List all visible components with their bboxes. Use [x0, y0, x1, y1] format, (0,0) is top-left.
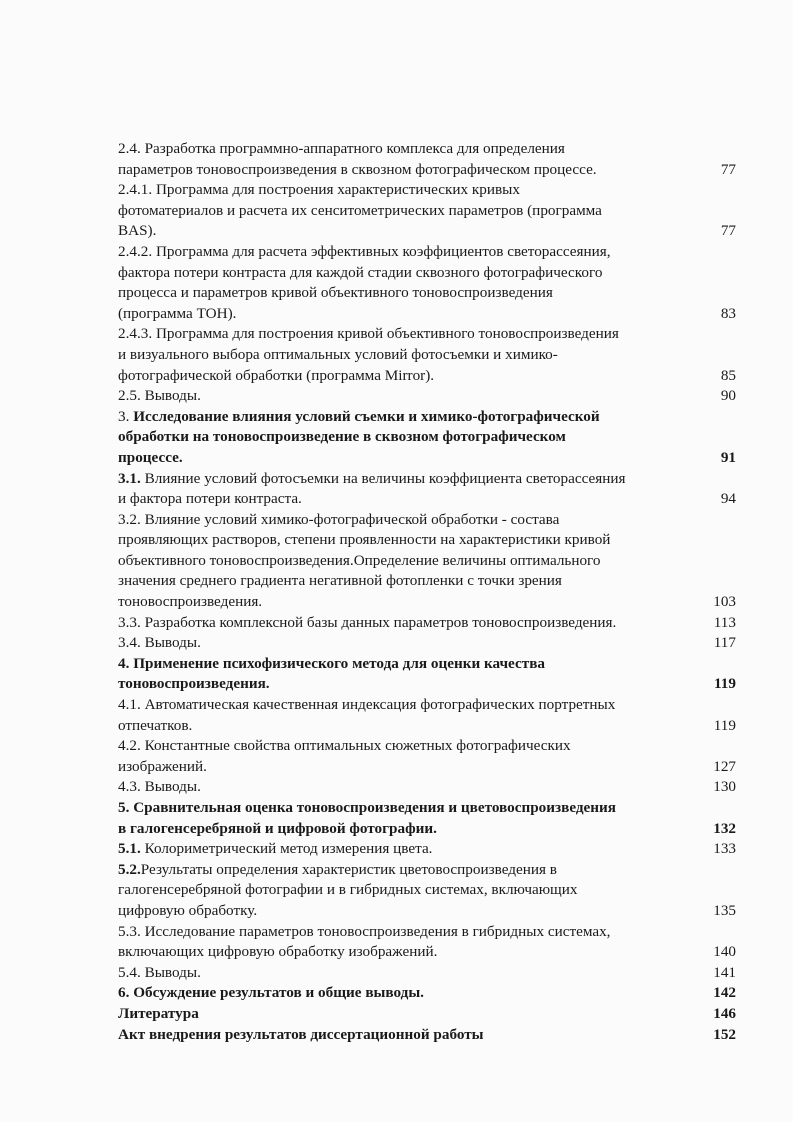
- toc-page-number: 113: [713, 613, 736, 631]
- toc-entry-2-4-2: [118, 242, 738, 324]
- toc-entry-4-3: [118, 777, 738, 798]
- toc-entry-text: 3.4. Выводы.: [118, 634, 201, 652]
- toc-chapter-6: [118, 983, 738, 1004]
- toc-entry-3-3: [118, 613, 738, 634]
- toc-entry-4-2: [118, 736, 738, 777]
- toc-page-number: 85: [720, 366, 736, 384]
- toc-page-number: 119: [713, 716, 736, 734]
- toc-entry-5-1: [118, 839, 738, 860]
- toc-page-number: 135: [713, 901, 736, 919]
- toc-page-number: 119: [714, 675, 736, 693]
- toc-entry-text: 4.3. Выводы.: [118, 778, 201, 796]
- toc-page-number: 142: [713, 984, 736, 1002]
- toc-entry-text: 2.4.3. Программа для построения кривой объективного тоновоспроизведения и визуального выбора оптимальных условий фотосъемки и химико- фотографической обработки (программа Mirror).: [118, 325, 619, 384]
- toc-chapter-5: [118, 798, 738, 839]
- toc-entry-text: 5. Сравнительная оценка тоновоспроизведения и цветовоспроизведения в галогенсеребряной и цифровой фотографии.: [118, 799, 617, 837]
- toc-entry-5-3: [118, 922, 738, 963]
- toc-entry-3-2: [118, 510, 738, 613]
- toc-page-number: 77: [720, 222, 736, 240]
- toc-page-number: 127: [713, 757, 736, 775]
- toc-entry-5-4: [118, 963, 738, 984]
- toc-page-number: 133: [713, 840, 736, 858]
- toc-entry-2-4: [118, 139, 738, 180]
- toc-page-number: 117: [713, 634, 736, 652]
- toc-entry-text: 4. Применение психофизического метода для оценки качества тоновоспроизведения.: [118, 654, 545, 693]
- toc-page-number: 141: [713, 963, 736, 981]
- toc-entry-text: 4.2. Константные свойства оптимальных сюжетных фотографических изображений.: [118, 737, 571, 775]
- toc-page-number: 83: [720, 304, 736, 322]
- toc-entry-text: 5.3. Исследование параметров тоновоспроизведения в гибридных системах, включающих цифровую обработку изображений.: [118, 922, 611, 961]
- toc-literature: [118, 1004, 738, 1025]
- toc-entry-text: 3.3. Разработка комплексной базы данных параметров тоновоспроизведения.: [118, 613, 617, 631]
- toc-page-number: 103: [713, 593, 736, 611]
- toc-chapter-4: [118, 654, 738, 695]
- toc-entry-2-4-1: [118, 180, 738, 242]
- toc-entry-3-1: [118, 469, 738, 510]
- toc-page-number: 91: [720, 448, 736, 466]
- toc-page-number: 77: [720, 160, 736, 178]
- toc-entry-text: 5.1. Колориметрический метод измерения цвета.: [118, 840, 433, 858]
- toc-entry-5-2: [118, 860, 738, 922]
- toc-page-number: 90: [720, 387, 736, 405]
- table-of-contents: [118, 139, 738, 1045]
- toc-chapter-3: [118, 407, 738, 469]
- toc-entry-text: 5.2.Результаты определения характеристик цветовоспроизведения в галогенсеребряной фотографии и в гибридных системах, включающих цифровую обработку.: [118, 860, 578, 919]
- toc-entry-text: Литература: [118, 1004, 199, 1022]
- toc-entry-text: 3. Исследование влияния условий съемки и химико-фотографической обработки на тоновоспроизведение в сквозном фотографическом процессе.: [118, 407, 600, 466]
- toc-entry-text: 6. Обсуждение результатов и общие выводы.: [118, 984, 424, 1002]
- toc-page-number: 130: [713, 778, 736, 796]
- toc-entry-text: Акт внедрения результатов диссертационной работы: [118, 1025, 484, 1043]
- toc-page-number: 146: [713, 1004, 736, 1022]
- toc-entry-2-4-3: [118, 324, 738, 386]
- toc-page-number: 132: [713, 819, 736, 837]
- toc-entry-text: 2.4.2. Программа для расчета эффективных коэффициентов светорассеяния, фактора потери контраста для каждой стадии сквозного фотографического процесса и параметров кривой объективного тоновоспроизведения (программа ТОН).: [118, 242, 611, 322]
- toc-entry-text: 4.1. Автоматическая качественная индексация фотографических портретных отпечатков.: [118, 696, 616, 734]
- toc-entry-3-4: [118, 633, 738, 654]
- toc-page-number: 94: [720, 490, 736, 508]
- toc-page-number: 140: [713, 943, 736, 961]
- toc-entry-text: 3.2. Влияние условий химико-фотографической обработки - состава проявляющих растворов, степени проявленности на характеристики кривой объективного тоновоспроизведения.Определение величины оптимального значения среднего градиента негативной фотопленки с точки зрения тоновоспроизведения.: [118, 510, 611, 611]
- toc-entry-text: 2.5. Выводы.: [118, 387, 201, 405]
- toc-entry-text: 2.4. Разработка программно-аппаратного комплекса для определения параметров тоновоспроизведения в сквозном фотографическом процессе.: [118, 140, 597, 178]
- toc-entry-4-1: [118, 695, 738, 736]
- toc-entry-2-5: [118, 386, 738, 407]
- toc-entry-text: 2.4.1. Программа для построения характеристических кривых фотоматериалов и расчета их сенситометрических параметров (программа BAS).: [118, 181, 602, 240]
- toc-implementation-act: [118, 1025, 738, 1046]
- toc-page-number: 152: [713, 1025, 736, 1043]
- toc-entry-text: 3.1. Влияние условий фотосъемки на величины коэффициента светорассеяния и фактора потери контраста.: [118, 469, 626, 508]
- toc-entry-text: 5.4. Выводы.: [118, 963, 201, 981]
